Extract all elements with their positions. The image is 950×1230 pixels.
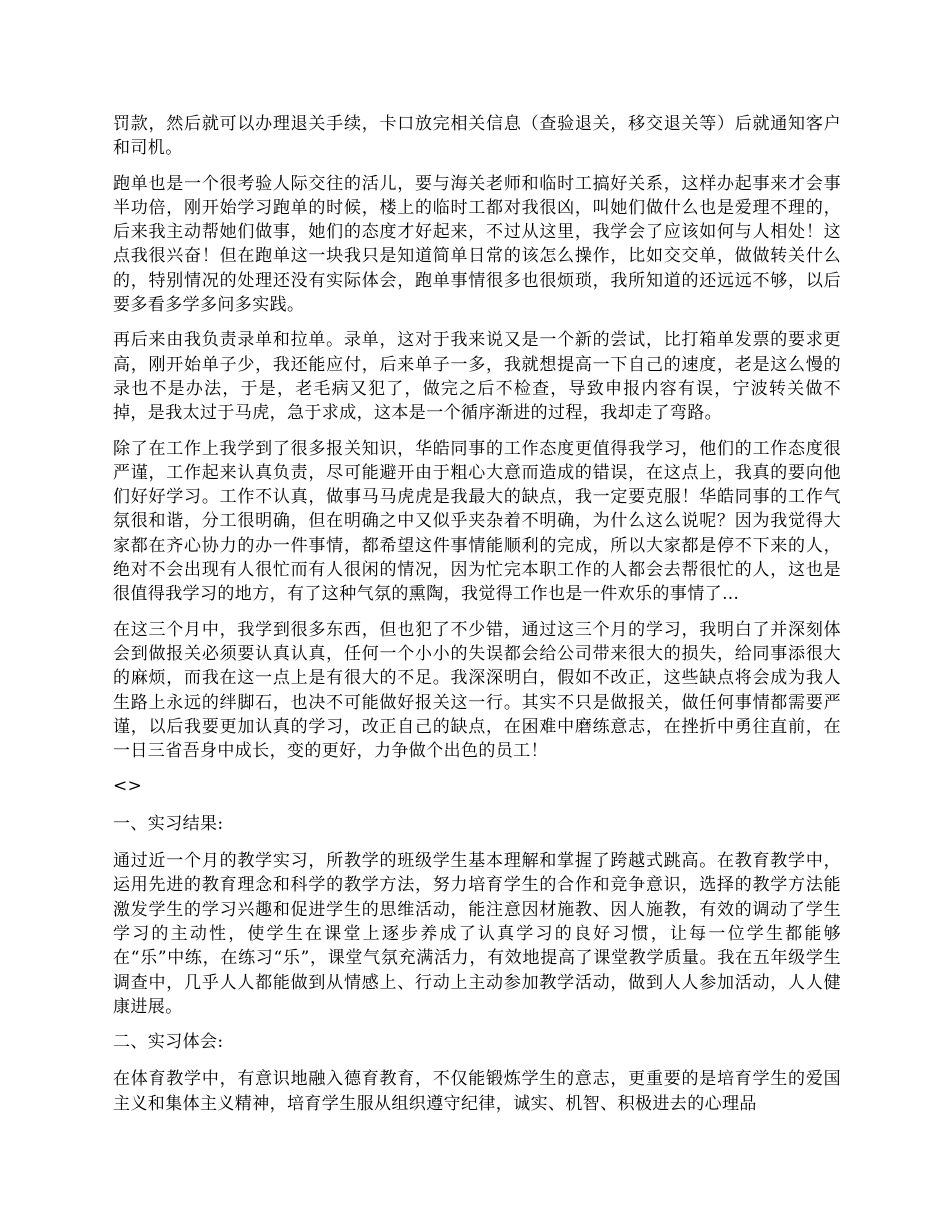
separator-marker: <> — [113, 776, 143, 797]
section-heading-internship-experience: 二、实习体会: — [113, 1032, 224, 1053]
document-body — [113, 112, 841, 1127]
paragraph-three-months-summary: 在这三个月中，我学到很多东西，但也犯了不少错，通过这三个月的学习，我明白了并深刻体会到做报关必须要认真认真，任何一个小小的失误都会给公司带来很大的损失，给同事添很大的麻烦，而我在这一点上是有很大的不足。我深深明白，假如不改正，这些缺点将会成为我人生路上永远的绊脚石，也决不可能做好报关这一行。其实不只是做报关，做任何事情都需要严谨，以后我要更加认真的学习，改正自己的缺点，在困难中磨练意志，在挫折中勇往直前，在一日三省吾身中成长，变的更好，力争做个出色的员工！ — [113, 619, 841, 762]
paragraph-customs-clearance: 罚款，然后就可以办理退关手续，卡口放完相关信息（查验退关，移交退关等）后就通知客户和司机。 — [113, 114, 841, 159]
section-heading-internship-results: 一、实习结果: — [113, 813, 224, 834]
paragraph-teaching-results: 通过近一个月的教学实习，所教学的班级学生基本理解和掌握了跨越式跳高。在教育教学中，运用先进的教育理念和科学的教学方法，努力培育学生的合作和竞争意识，选择的教学方法能激发学生的学习兴趣和促进学生的思维活动，能注意因材施教、因人施教，有效的调动了学生学习的主动性，使学生在课堂上逐步养成了认真学习的良好习惯，让每一位学生都能够在“乐”中练，在练习“乐”，课堂气氛充满活力，有效地提高了课堂教学质量。我在五年级学生调查中，几乎人人都能做到从情感上、行动上主动参加教学活动，做到人人参加活动，人人健康进展。 — [113, 851, 841, 1017]
paragraph-moral-education: 在体育教学中，有意识地融入德育教育，不仅能锻炼学生的意志，更重要的是培育学生的爱国主义和集体主义精神，培育学生服从组织遵守纪律，诚实、机智、积极进去的心理品 — [113, 1069, 841, 1114]
paragraph-data-entry: 再后来由我负责录单和拉单。录单，这对于我来说又是一个新的尝试，比打箱单发票的要求更高，刚开始单子少，我还能应付，后来单子一多，我就想提高一下自己的速度，老是这么慢的录也不是办法，于是，老毛病又犯了，做完之后不检查，导致申报内容有误，宁波转关做不掉，是我太过于马虎，急于求成，这本是一个循序渐进的过程，我却走了弯路。 — [113, 330, 841, 424]
paragraph-running-documents: 跑单也是一个很考验人际交往的活儿，要与海关老师和临时工搞好关系，这样办起事来才会事半功倍，刚开始学习跑单的时候，楼上的临时工都对我很凶，叫她们做什么也是爱理不理的，后来我主动帮她们做事，她们的态度才好起来，不过从这里，我学会了应该如何与人相处！这点我很兴奋！但在跑单这一块我只是知道简单日常的该怎么操作，比如交交单，做做转关什么的，特别情况的处理还没有实际体会，跑单事情很多也很烦琐，我所知道的还远远不够，以后要多看多学多问多实践。 — [113, 173, 841, 316]
paragraph-work-attitude: 除了在工作上我学到了很多报关知识，华皓同事的工作态度更值得我学习，他们的工作态度很严谨，工作起来认真负责，尽可能避开由于粗心大意而造成的错误，在这点上，我真的要向他们好好学习。工作不认真，做事马马虎虎是我最大的缺点，我一定要克服！华皓同事的工作气氛很和谐，分工很明确，但在明确之中又似乎夹杂着不明确，为什么这么说呢？因为我觉得大家都在齐心协力的办一件事情，都希望这件事情能顺利的完成，所以大家都是停不下来的人，绝对不会出现有人很忙而有人很闲的情况，因为忙完本职工作的人都会去帮很忙的人，这也是很值得我学习的地方，有了这种气氛的熏陶，我觉得工作也是一件欢乐的事情了… — [113, 438, 841, 605]
